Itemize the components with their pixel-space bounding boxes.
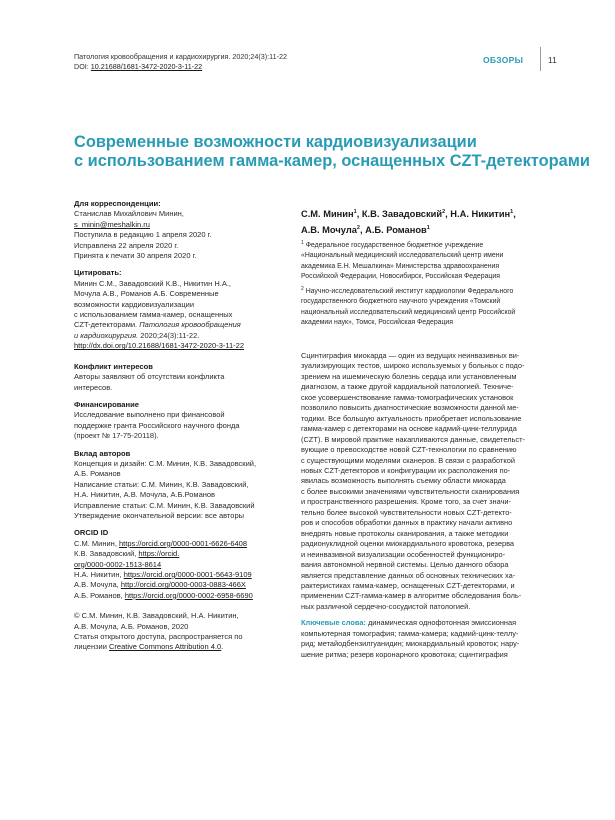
- title-line-1: Современные возможности кардиовизуализации: [74, 133, 477, 151]
- author-name: , А.Б. Романов: [359, 225, 427, 235]
- correspondence-heading: Для корреспонденции:: [74, 199, 161, 208]
- abstract-line: позволило повысить диагностические возможности данной ме-: [301, 403, 519, 413]
- orcid-entry: К.В. Завадовский, https://orcid.: [74, 549, 180, 559]
- abstract-line: с существующими моделями сканеров. В связи с разработкой: [301, 455, 515, 465]
- keywords-line: шение ритма; резерв коронарного кровотока; сцинтиграфия: [301, 649, 508, 659]
- abstract-line: вующие о превосходстве новой CZT-технологии по сравнению: [301, 445, 517, 455]
- funding-heading: Финансирование: [74, 399, 139, 409]
- abstract-line: зуализирующих тестов, широко используемых у больных с подо-: [301, 361, 525, 371]
- orcid-link[interactable]: org/0000-0002-1513-8614: [74, 559, 162, 569]
- abstract-line: зрением на ишемическую болезнь сердца или установленным: [301, 371, 517, 381]
- citation-line: возможности кардиовизуализации: [74, 299, 195, 309]
- abstract-line: применении CZT-гамма-камер в алгоритме обследования боль-: [301, 591, 522, 601]
- author-list: [301, 205, 561, 237]
- conflict-heading: Конфликт интересов: [74, 361, 153, 371]
- abstract-line: (CZT). В мировой практике накапливаются данные, свидетельст-: [301, 434, 525, 444]
- orcid-entry: А.В. Мочула, http://orcid.org/0000-0003-0883-466X: [74, 580, 246, 590]
- orcid-heading: ORCID ID: [74, 528, 109, 538]
- abstract-line: явилась возможность выполнять съемку области миокарда: [301, 476, 506, 486]
- funding-text: (проект № 17-75-20118).: [74, 431, 159, 441]
- abstract-line: рактеристиках гамма-камер, оснащенных CZT-детекторами, и: [301, 580, 515, 590]
- metadata-column: [74, 199, 284, 653]
- citation-line: CZT-детекторами. Патология кровообращения: [74, 320, 241, 330]
- funding-text: поддержке гранта Российского научного фонда: [74, 420, 240, 430]
- abstract-line: и пространственного разрешения. Кроме того, за счет значи-: [301, 497, 512, 507]
- orcid-entry: Н.А. Никитин, https://orcid.org/0000-0001-5643-9109: [74, 570, 252, 579]
- contribution-text: А.Б. Романов: [74, 469, 121, 479]
- affiliation-mark: 2: [442, 209, 446, 215]
- doi-prefix: DOI:: [74, 61, 91, 71]
- abstract-line: вания автономной нервной системы. Целью данного обзора: [301, 560, 509, 570]
- license-line: лицензии Creative Commons Attribution 4.0.: [74, 642, 224, 652]
- abstract-line: тельно более высокой чувствительности новых CZT-детекто-: [301, 507, 512, 517]
- keywords-line: Ключевые слова: динамическая однофотонная эмиссионная: [301, 618, 517, 628]
- orcid-entry: С.М. Минин, https://orcid.org/0000-0001-6626-6408: [74, 538, 248, 548]
- affiliation-2: $^2$ Научно-исследовательский институт кардиологии Федерального государственного бюджетного научного учреждения «Томский национальный исследовательский медицинский центр Российской академии наук», Томск, Российская Федерация: [301, 286, 516, 326]
- affiliation-1: $^1$ Федеральное государственное бюджетное учреждение «Национальный медицинский исследовательский центр имени академика Е.Н. Мешалкина» Министерства здравоохранения Российской Федерации, Новосибирск, Российская Федерация: [301, 240, 504, 280]
- contribution-heading: Вклад авторов: [74, 448, 131, 458]
- orcid-link[interactable]: http://orcid.org/0000-0003-0883-466X: [120, 580, 246, 590]
- keywords-label: Ключевые слова:: [301, 618, 366, 628]
- author-name: С.М. Минин: [301, 209, 354, 219]
- author-name: , К.В. Завадовский: [356, 209, 443, 219]
- section-label: ОБЗОРЫ: [483, 55, 524, 65]
- abstract-line: радионуклидной оценки миокардиального кровотока, резерва: [301, 539, 515, 549]
- orcid-link[interactable]: https://orcid.org/0000-0002-6958-6690: [124, 590, 253, 600]
- abstract-line: тодики. Все большую актуальность приобретает использование: [301, 413, 522, 423]
- conflict-text: интересов.: [74, 382, 113, 392]
- citation-doi-link[interactable]: http://dx.doi.org/10.21688/1681-3472-2020-3-11-22: [74, 341, 244, 351]
- contribution-text: Н.А. Никитин, А.В. Мочула, А.Б.Романов: [74, 490, 216, 500]
- citation-line: с использованием гамма-камер, оснащенных: [74, 310, 233, 320]
- abstract-line: диагнозом, а также другой кардиальной патологией. Техниче-: [301, 382, 514, 392]
- abstract-line: и неинвазивной визуализации особенностей функциониро-: [301, 549, 506, 559]
- abstract-line: Сцинтиграфия миокарда — один из ведущих неинвазивных ви-: [301, 351, 520, 360]
- copyright-line: Статья открытого доступа, распространяется по: [74, 632, 243, 642]
- abstract-line: является представление данных об основных технических ха-: [301, 570, 516, 580]
- orcid-link[interactable]: https://orcid.org/0000-0001-5643-9109: [123, 570, 252, 579]
- copyright-line: А.В. Мочула, А.Б. Романов, 2020: [74, 621, 189, 631]
- orcid-link[interactable]: https://orcid.: [138, 549, 180, 559]
- running-header: [74, 52, 287, 71]
- correspondence-email[interactable]: s_minin@meshalkin.ru: [74, 219, 150, 229]
- authors-line-1: С.М. Минин$^1$, К.В. Завадовский$^2$, Н.А. Никитин$^1$,: [301, 209, 516, 219]
- orcid-link[interactable]: https://orcid.org/0000-0001-6626-6408: [119, 538, 248, 548]
- revised-date: Исправлена 22 апреля 2020 г.: [74, 240, 179, 250]
- author-name: , Н.А. Никитин: [445, 209, 511, 219]
- affiliation-mark: 1: [353, 209, 357, 215]
- contribution-text: Концепция и дизайн: С.М. Минин, К.В. Завадовский,: [74, 458, 257, 468]
- abstract-line: ров и способов обработки данных в практику начали активно: [301, 518, 513, 528]
- citation-line: и кардиохирургия. 2020;24(3):11-22.: [74, 330, 200, 340]
- journal-name-italic: и кардиохирургия.: [74, 330, 139, 340]
- citation-line: Минин С.М., Завадовский К.В., Никитин Н.А.,: [74, 278, 232, 288]
- contribution-text: Исправление статьи: С.М. Минин, К.В. Завадовский: [74, 500, 255, 510]
- affiliation-mark: 2: [356, 225, 360, 231]
- doi-link[interactable]: 10.21688/1681-3472-2020-3-11-22: [90, 61, 203, 71]
- funding-text: Исследование выполнено при финансовой: [74, 410, 225, 420]
- accepted-date: Принята к печати 30 апреля 2020 г.: [74, 251, 197, 261]
- doi-line: [74, 62, 287, 72]
- author-name: А.В. Мочула: [301, 225, 357, 235]
- received-date: Поступила в редакцию 1 апреля 2020 г.: [74, 230, 212, 240]
- abstract-line: гамма-камер с детекторами на основе кадмий-цинк-теллурида: [301, 424, 517, 434]
- journal-citation: Патология кровообращения и кардиохирургия. 2020;24(3):11-22: [74, 52, 287, 61]
- affiliation-mark: 1: [510, 209, 514, 215]
- header-divider: [540, 47, 541, 71]
- correspondence-name: Станислав Михайлович Минин,: [74, 209, 184, 219]
- citation-line: Мочула А.В., Романов А.Б. Современные: [74, 289, 219, 299]
- abstract-line: ных различной сердечно-сосудистой патологией.: [301, 601, 471, 611]
- contribution-text: Утверждение окончательной версии: все авторы: [74, 510, 245, 520]
- copyright-line: © С.М. Минин, К.В. Завадовский, Н.А. Никитин,: [74, 611, 239, 621]
- abstract-line: ское усовершенствование гамма-томографических установок: [301, 392, 514, 402]
- conflict-text: Авторы заявляют об отсутствии конфликта: [74, 372, 225, 382]
- keywords-line: рид; метайодбензилгуанидин; миокардиальный кровоток; нару-: [301, 639, 520, 649]
- contribution-text: Написание статьи: С.М. Минин, К.В. Завадовский,: [74, 479, 249, 489]
- abstract-line: с более высокими значениями чувствительности сканирования: [301, 486, 520, 496]
- title-line-2: с использованием гамма-камер, оснащенных CZT-детекторами: [74, 152, 590, 170]
- license-link[interactable]: Creative Commons Attribution 4.0: [109, 642, 222, 652]
- keywords-line: компьютерная томография; гамма-камера; кадмий-цинк-теллу-: [301, 628, 519, 638]
- abstract-line: новых CZT-детекторов и конфигурации их расположения по-: [301, 465, 511, 475]
- page-number: 11: [548, 55, 557, 65]
- citation-heading: Цитировать:: [74, 268, 122, 278]
- abstract: [301, 351, 560, 660]
- orcid-entry: А.Б. Романов, https://orcid.org/0000-0002-6958-6690: [74, 590, 253, 600]
- authors-line-2: [301, 221, 561, 237]
- abstract-line: внедрять новые протоколы сканирования, а также методики: [301, 528, 509, 538]
- orcid-entry: [74, 560, 284, 570]
- affiliation-mark: 1: [426, 225, 430, 231]
- article-title: [74, 133, 590, 171]
- journal-name-italic: Патология кровообращения: [139, 320, 241, 330]
